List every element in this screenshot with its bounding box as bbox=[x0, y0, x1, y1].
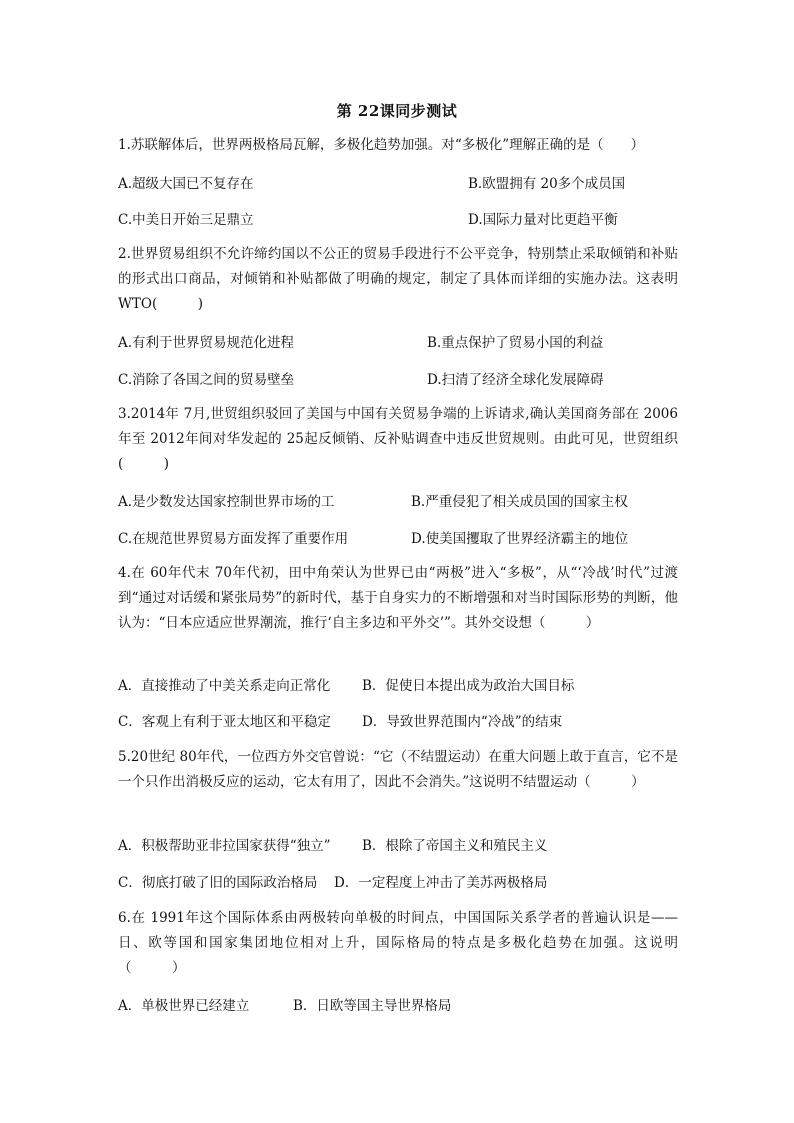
question-5-option-b: B．根除了帝国主义和殖民主义 bbox=[362, 838, 548, 854]
question-1-option-d: D.国际力量对比更趋平衡 bbox=[468, 212, 618, 228]
question-3-stem: 3.2014年 7月,世贸组织驳回了美国与中国有关贸易争端的上诉请求,确认美国商务部在 2006年至 2012年间对华发起的 25起反倾销、反补贴调查中违反世贸规则。由此可见，世贸组织( ) bbox=[118, 406, 678, 472]
question-6-stem: 6.在 1991年这个国际体系由两极转向单极的时间点，中国国际关系学者的普遍认识是——日、欧等国和国家集团地位相对上升，国际格局的特点是多极化趋势在加强。这说明（ ） bbox=[118, 910, 678, 976]
page-title: 第 22课同步测试 bbox=[336, 102, 458, 120]
question-3-option-c: C.在规范世界贸易方面发挥了重要作用 bbox=[118, 531, 349, 547]
question-4-option-d: D．导致世界范围内“冷战”的结束 bbox=[362, 714, 563, 730]
question-5-option-d: D．一定程度上冲击了美苏两极格局 bbox=[334, 875, 548, 891]
question-2-option-a: A.有利于世界贸易规范化进程 bbox=[118, 335, 295, 351]
question-4-option-c: C．客观上有利于亚太地区和平稳定 bbox=[118, 714, 331, 730]
question-1-option-c: C.中美日开始三足鼎立 bbox=[118, 212, 254, 228]
question-5-option-c: C．彻底打破了旧的国际政治格局 bbox=[118, 875, 318, 891]
question-2-option-d: D.扫清了经济全球化发展障碍 bbox=[427, 372, 604, 388]
question-6-option-b: B．日欧等国主导世界格局 bbox=[293, 998, 452, 1014]
question-5-stem: 5.20世纪 80年代，一位西方外交官曾说：“它（不结盟运动）在重大问题上敢于直言，它不是一个只作出消极反应的运动，它太有用了，因此不会消失。”这说明不结盟运动（ ） bbox=[118, 749, 678, 790]
question-1-option-a: A.超级大国已不复存在 bbox=[118, 176, 254, 192]
question-1-stem: 1.苏联解体后，世界两极格局瓦解，多极化趋势加强。对“多极化”理解正确的是（ ） bbox=[118, 137, 645, 153]
question-5-option-a: A．积极帮助亚非拉国家获得“独立” bbox=[118, 838, 331, 854]
question-6-option-a: A．单极世界已经建立 bbox=[118, 998, 250, 1014]
question-2-option-c: C.消除了各国之间的贸易壁垒 bbox=[118, 372, 295, 388]
question-2-stem: 2.世界贸易组织不允许缔约国以不公正的贸易手段进行不公平竞争，特别禁止采取倾销和补贴的形式出口商品，对倾销和补贴都做了明确的规定，制定了具体而详细的实施办法。这表明 WTO( ) bbox=[118, 246, 678, 312]
question-4-option-b: B．促使日本提出成为政治大国目标 bbox=[362, 678, 575, 694]
question-4-stem: 4.在 60年代末 70年代初，田中角荣认为世界已由“两极”进入“多极”，从“‘冷战’时代”过渡到“通过对话缓和紧张局势”的新时代，基于自身实力的不断增强和对当时国际形势的判断，他认为：“日本应适应世界潮流，推行‘自主多边和平外交’”。其外交设想（ ） bbox=[118, 565, 678, 631]
question-3-option-a: A.是少数发达国家控制世界市场的工 bbox=[118, 494, 335, 510]
question-1-option-b: B.欧盟拥有 20多个成员国 bbox=[468, 176, 626, 192]
question-3-option-b: B.严重侵犯了相关成员国的国家主权 bbox=[411, 494, 628, 510]
question-4-option-a: A．直接推动了中美关系走向正常化 bbox=[118, 678, 331, 694]
question-3-option-d: D.使美国攫取了世界经济霸主的地位 bbox=[411, 531, 629, 547]
question-2-option-b: B.重点保护了贸易小国的利益 bbox=[427, 335, 604, 351]
